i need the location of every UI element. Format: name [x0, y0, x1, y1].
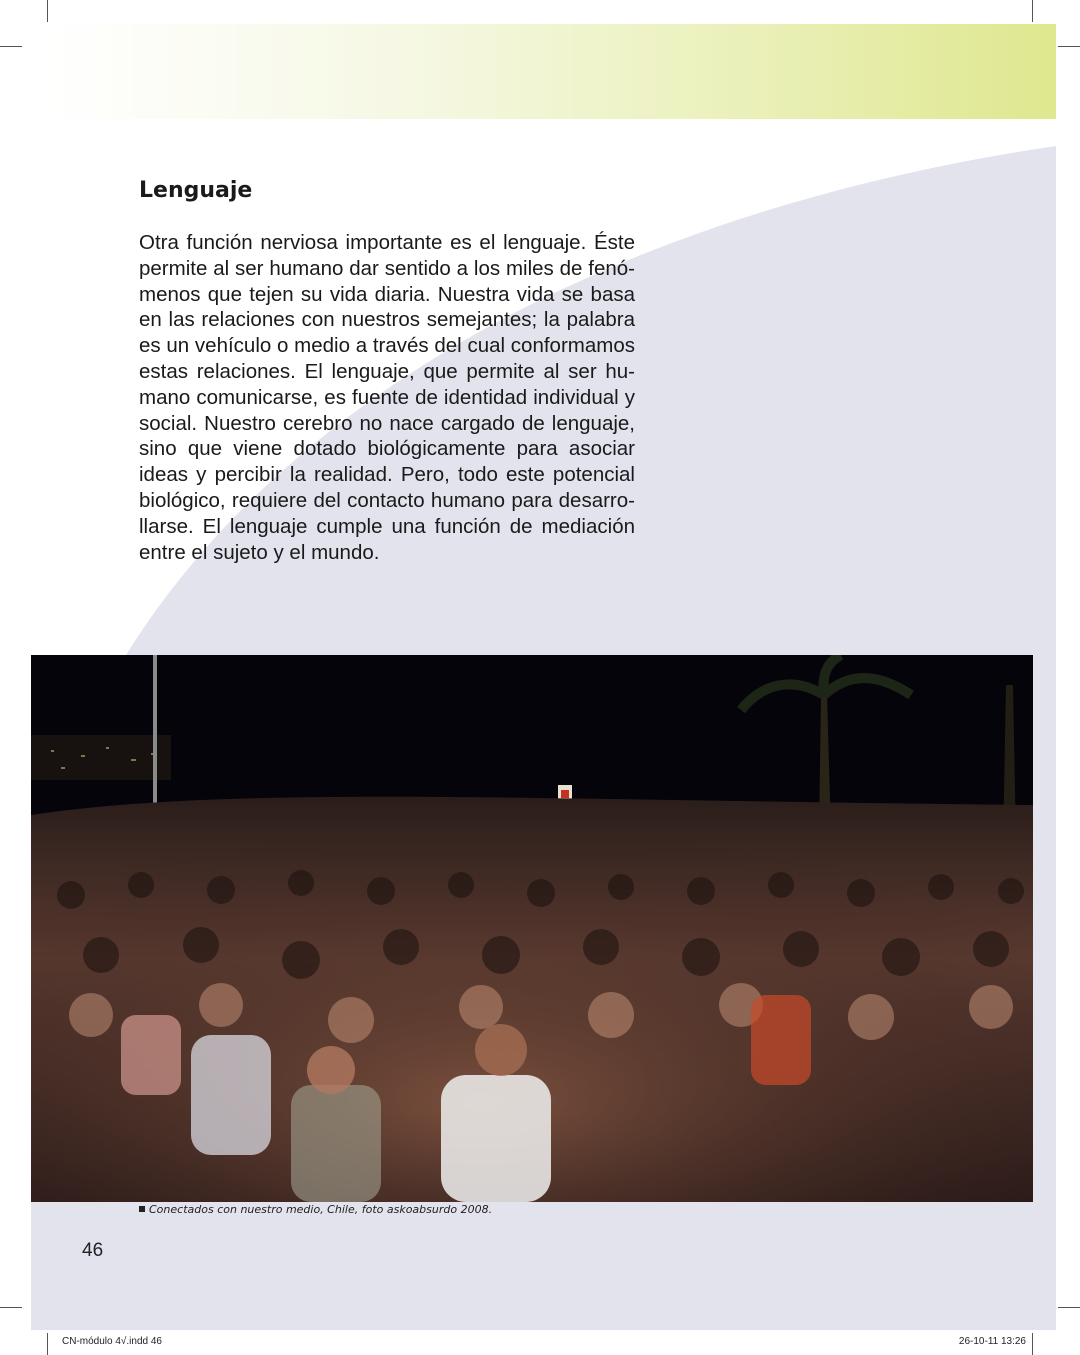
header-band	[48, 24, 1056, 119]
section-title: Lenguaje	[139, 178, 253, 203]
caption-bullet	[139, 1206, 145, 1212]
photo-caption	[139, 1203, 492, 1216]
slug-date: 26-10-11 13:26	[958, 1336, 1026, 1347]
body-paragraph: Otra función nerviosa importante es el lenguaje. Éste permite al ser humano dar sentido a los miles de fenómenos que tejen su vida diaria. Nuestra vida se basa en las relaciones con nuestros semejantes; la palabra es un vehículo o medio a través del cual conformamos estas relaciones. El lenguaje, que permite al ser humano comunicarse, es fuente de identidad individual y social. Nuestro cerebro no nace cargado de lenguaje, sino que viene dotado biológicamente para asociar ideas y percibir la realidad. Pero, todo este potencial biológico, requiere del contacto humano para desarrollarse. El lenguaje cumple una función de mediación entre el sujeto y el mundo.	[139, 231, 635, 564]
slug-file-name: CN-módulo 4√.indd 46	[62, 1336, 162, 1347]
page-number: 46	[82, 1240, 104, 1261]
crowd-photo	[31, 655, 1033, 1202]
caption-text: Conectados con nuestro medio, Chile, foto askoabsurdo 2008.	[149, 1203, 493, 1216]
